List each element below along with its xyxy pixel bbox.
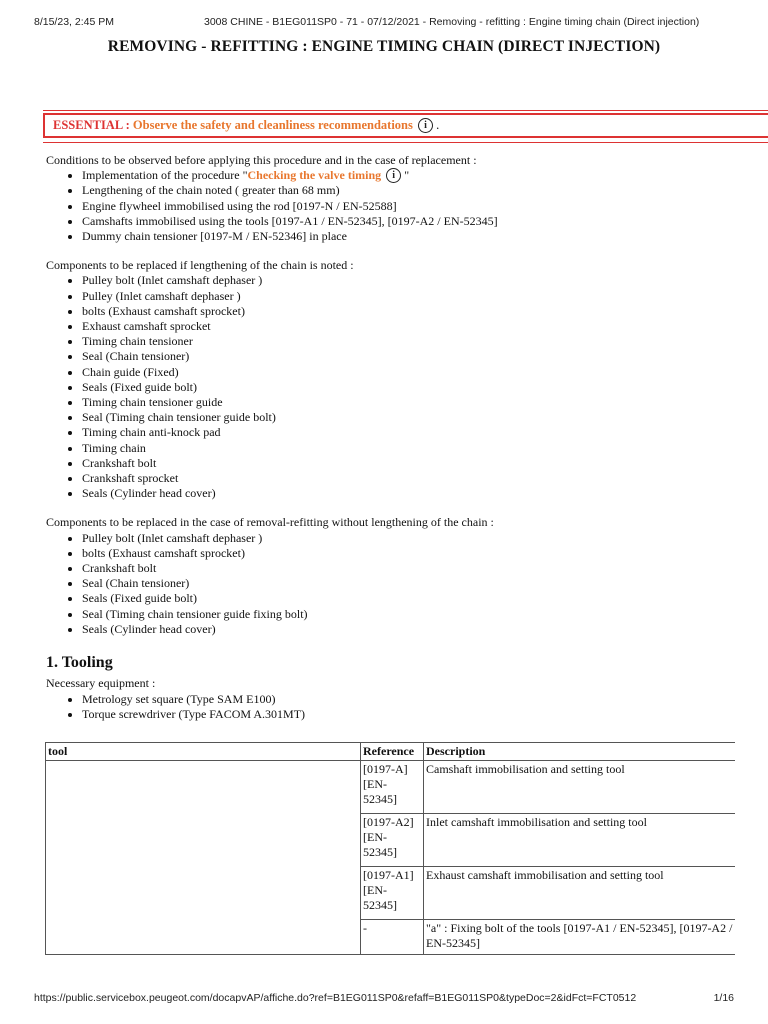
- tool-table: [45, 742, 735, 955]
- info-icon[interactable]: i: [386, 168, 401, 183]
- column-header-tool: tool: [46, 743, 361, 761]
- components-no-lengthening-list: [46, 531, 735, 637]
- list-item: [82, 168, 735, 183]
- list-item: • Crankshaft bolt: [82, 456, 735, 471]
- page-number: 1/16: [713, 992, 734, 1004]
- conditions-intro: Conditions to be observed before applying this procedure and in the case of replacement :: [46, 153, 477, 167]
- list-item: • Seals (Cylinder head cover): [82, 486, 735, 501]
- reference-cell: [0197-A] [EN- 52345]: [361, 761, 424, 814]
- list-item: • Exhaust camshaft sprocket: [82, 319, 735, 334]
- components-no-lengthening-intro: Components to be replaced in the case of removal-refitting without lengthening of the chain :: [46, 515, 494, 530]
- valve-timing-link[interactable]: Checking the valve timing: [247, 168, 382, 183]
- reference-cell: [0197-A1] [EN- 52345]: [361, 867, 424, 920]
- list-item: • Crankshaft sprocket: [82, 471, 735, 486]
- list-item: • Seals (Fixed guide bolt): [82, 380, 735, 395]
- list-item: • Seal (Timing chain tensioner guide bolt): [82, 410, 735, 425]
- column-header-reference: Reference: [361, 743, 424, 761]
- list-item: • Engine flywheel immobilised using the rod [0197-N / EN-52588]: [82, 199, 735, 214]
- tool-image-cell: [46, 761, 361, 955]
- list-item: • Pulley bolt (Inlet camshaft dephaser ): [82, 531, 735, 546]
- column-header-description: Description: [424, 743, 736, 761]
- procedure-suffix: ": [401, 168, 410, 183]
- document-title: REMOVING - REFITTING : ENGINE TIMING CHAIN (DIRECT INJECTION): [107, 38, 661, 55]
- list-item: • Lengthening of the chain noted ( greater than 68 mm): [82, 183, 735, 198]
- list-item: • Timing chain: [82, 441, 735, 456]
- description-cell: Camshaft immobilisation and setting tool: [424, 761, 736, 814]
- tooling-heading: 1. Tooling: [46, 654, 113, 672]
- document-body: [46, 153, 735, 730]
- print-date: 8/15/23, 2:45 PM: [34, 16, 114, 28]
- list-item: • Seal (Chain tensioner): [82, 349, 735, 364]
- list-item: • Torque screwdriver (Type FACOM A.301MT): [82, 707, 735, 722]
- print-title: 3008 CHINE - B1EG011SP0 - 71 - 07/12/2021 - Removing - refitting : Engine timing chain (Direct injection): [204, 16, 700, 28]
- description-cell: "a" : Fixing bolt of the tools [0197-A1 / EN-52345], [0197-A2 / EN-52345]: [424, 920, 736, 955]
- info-icon[interactable]: i: [418, 118, 433, 133]
- components-lengthening-intro: Components to be replaced if lengthening of the chain is noted :: [46, 258, 354, 273]
- list-item: • Seal (Chain tensioner): [82, 576, 735, 591]
- essential-link[interactable]: Observe the safety and cleanliness recommendations: [132, 118, 413, 132]
- list-item: • Chain guide (Fixed): [82, 365, 735, 380]
- procedure-prefix: Implementation of the procedure ": [82, 168, 248, 183]
- list-item: • Crankshaft bolt: [82, 561, 735, 576]
- list-item: • Timing chain anti-knock pad: [82, 425, 735, 440]
- reference-cell: -: [361, 920, 424, 955]
- essential-label: ESSENTIAL :: [53, 118, 130, 132]
- list-item: • Pulley bolt (Inlet camshaft dephaser ): [82, 273, 735, 288]
- tooling-intro: Necessary equipment :: [46, 676, 156, 691]
- list-item: • Timing chain tensioner: [82, 334, 735, 349]
- list-item: • Pulley (Inlet camshaft dephaser ): [82, 289, 735, 304]
- list-item: • bolts (Exhaust camshaft sprocket): [82, 546, 735, 561]
- table-row: [46, 761, 736, 814]
- list-item: • Timing chain tensioner guide: [82, 395, 735, 410]
- conditions-list: [46, 168, 735, 244]
- essential-suffix: .: [436, 118, 440, 132]
- description-cell: Inlet camshaft immobilisation and setting tool: [424, 814, 736, 867]
- table-header-row: [46, 743, 736, 761]
- list-item: • bolts (Exhaust camshaft sprocket): [82, 304, 735, 319]
- list-item: • Seal (Timing chain tensioner guide fixing bolt): [82, 607, 735, 622]
- components-lengthening-list: [46, 273, 735, 501]
- reference-cell: [0197-A2] [EN- 52345]: [361, 814, 424, 867]
- tooling-list: [46, 692, 735, 722]
- list-item: • Seals (Cylinder head cover): [82, 622, 735, 637]
- list-item: • Metrology set square (Type SAM E100): [82, 692, 735, 707]
- list-item: • Seals (Fixed guide bolt): [82, 591, 735, 606]
- description-cell: Exhaust camshaft immobilisation and setting tool: [424, 867, 736, 920]
- page-url: https://public.servicebox.peugeot.com/docapvAP/affiche.do?ref=B1EG011SP0&refaff=B1EG011SP0&typeDoc=2&idFct=FCT0512: [34, 992, 637, 1004]
- list-item: • Camshafts immobilised using the tools [0197-A1 / EN-52345], [0197-A2 / EN-52345]: [82, 214, 735, 229]
- list-item: • Dummy chain tensioner [0197-M / EN-52346] in place: [82, 229, 735, 244]
